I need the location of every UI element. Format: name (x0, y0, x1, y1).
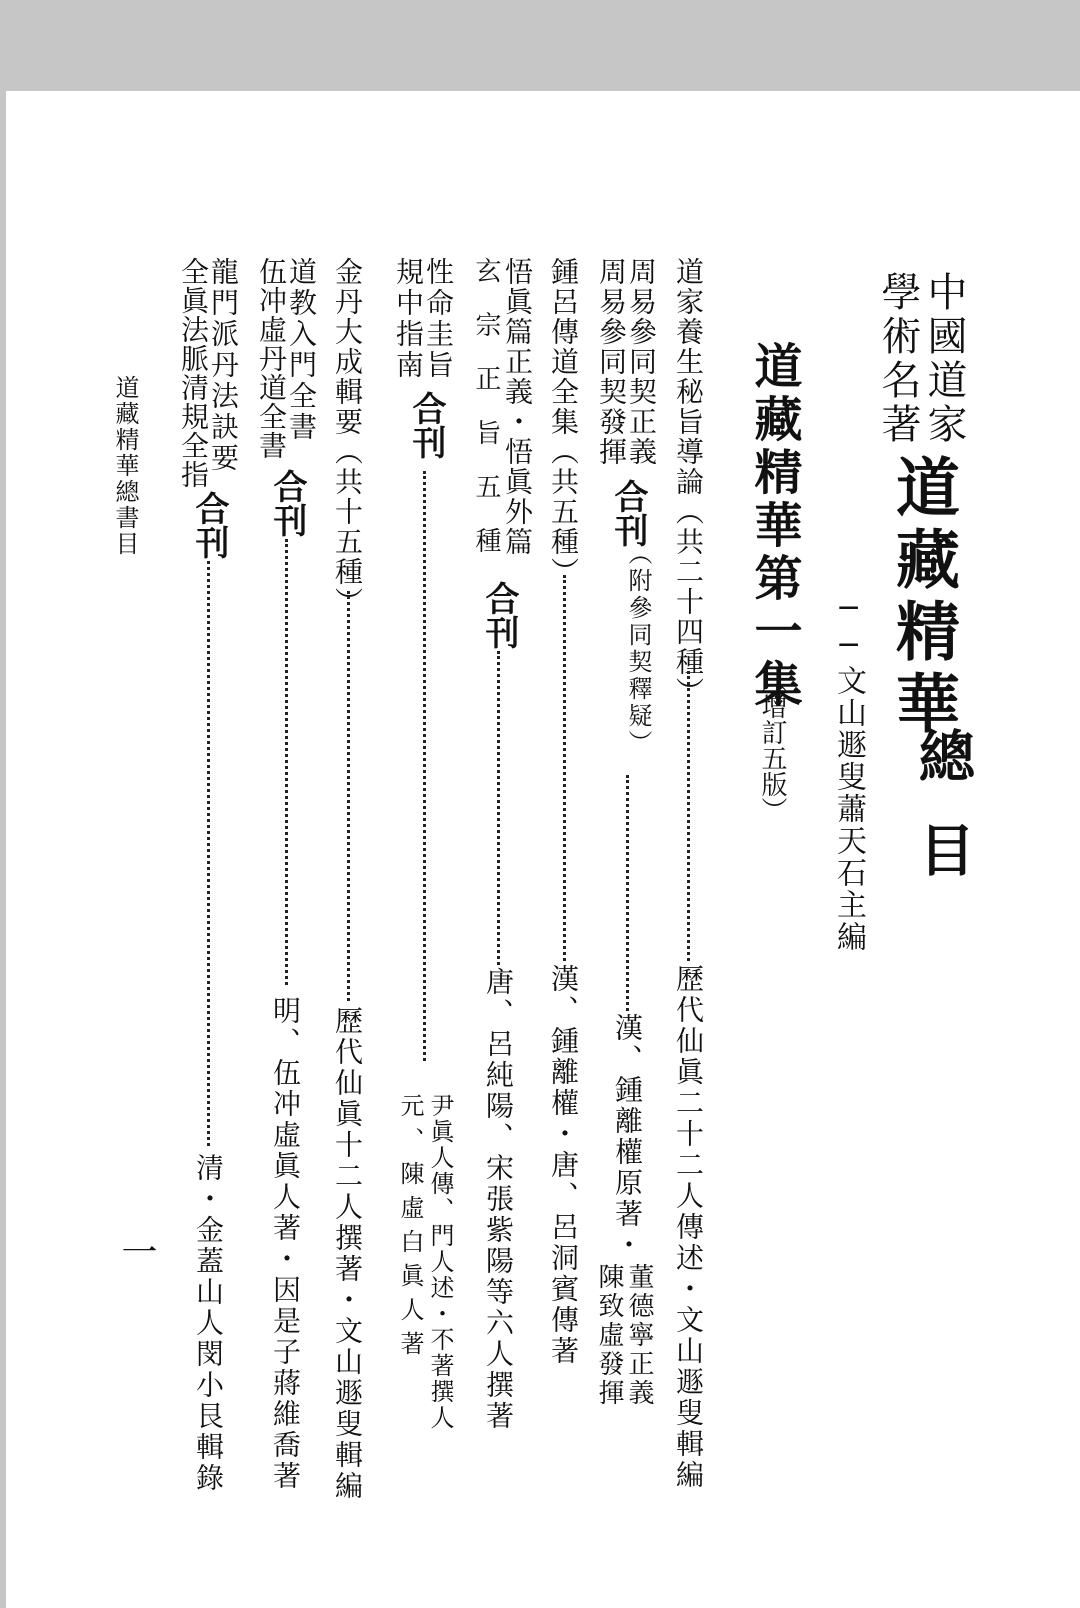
series-label-bottom: 學術名著 (875, 271, 921, 447)
entry-title-line: 玄 宗 正 旨 五 種 (471, 257, 501, 554)
entry-title-line: 周易參同契正義 (625, 257, 658, 467)
entry-title-line: 性命圭旨 (422, 257, 455, 381)
leader-dots (423, 471, 426, 1061)
running-title: 道藏精華總書目 (111, 375, 139, 557)
series-title-suffix-2: 目 (910, 821, 976, 877)
entry-title-line: 伍冲虛丹道全書 (255, 257, 288, 460)
entry-title-line: 周易參同契發揮 (595, 257, 628, 467)
entry-title-line: 悟眞篇正義・悟眞外篇 (501, 257, 534, 557)
entry-title-line: 全眞法脈清規全指 (177, 257, 210, 489)
entry-title-line: 道教入門全書 (285, 257, 318, 443)
leader-dots (285, 539, 288, 985)
leader-dots (207, 561, 210, 1146)
entry-title: 鍾呂傳道全集（共五種） (547, 257, 580, 587)
leader-dots (687, 671, 690, 961)
entry-author-line: 元、陳虛白眞人著 (396, 1093, 424, 1365)
entry-author: 明、伍冲虛眞人著・因是子蔣維喬著 (269, 996, 302, 1492)
page-number: 一 (116, 1233, 157, 1269)
series-label-top: 中國道家 (921, 271, 967, 447)
entry-title: 金丹大成輯要（共十五種） (331, 257, 364, 617)
entry-title-line: 龍門派丹法訣要 (207, 257, 240, 474)
entry-author: 漢、鍾離權・唐、呂洞賓傳著 (547, 964, 580, 1367)
entry-author: 唐、呂純陽、宋張紫陽等六人撰著 (482, 967, 515, 1432)
leader-dots (497, 651, 500, 965)
leader-dots (347, 591, 350, 1001)
entry-author-line: 漢、鍾離權原著・ (611, 1013, 644, 1261)
series-title: 道藏精華 (885, 454, 960, 742)
entry-author: 清・金蓋山人閔小艮輯錄 (192, 1153, 225, 1494)
entry-note: （附參同契釋疑） (624, 541, 652, 757)
entry-author: 歷代仙眞十二人撰著・文山遯叟輯編 (331, 1006, 364, 1502)
entry-title: 道家養生秘旨導論（共二十四種） (672, 257, 705, 707)
entry-author: 歷代仙眞二十二人傳述・文山遯叟輯編 (672, 964, 705, 1491)
editor-credit: ──文山遯叟蕭天石主編 (831, 591, 866, 953)
entry-author-line: 尹眞人傳、門人述・不著撰人 (426, 1093, 454, 1431)
leader-dots (626, 775, 629, 1011)
entry-author-line: 陳致虛發揮 (594, 1263, 624, 1408)
collection-title: 道藏精華第一集 (746, 341, 802, 712)
collection-edition: （增訂五版） (757, 667, 787, 823)
page-sheet (6, 91, 1080, 1608)
entry-title-suffix: 合刊 (608, 479, 648, 547)
entry-title-suffix: 合刊 (189, 491, 229, 559)
entry-author-line: 董德寧正義 (624, 1263, 654, 1408)
entry-title-line: 規中指南 (392, 257, 425, 381)
entry-title-suffix: 合刊 (267, 469, 307, 537)
entry-title-suffix: 合刊 (406, 391, 446, 459)
entry-title-suffix: 合刊 (479, 581, 519, 649)
series-title-suffix-1: 總 (910, 727, 976, 783)
leader-dots (563, 575, 566, 961)
